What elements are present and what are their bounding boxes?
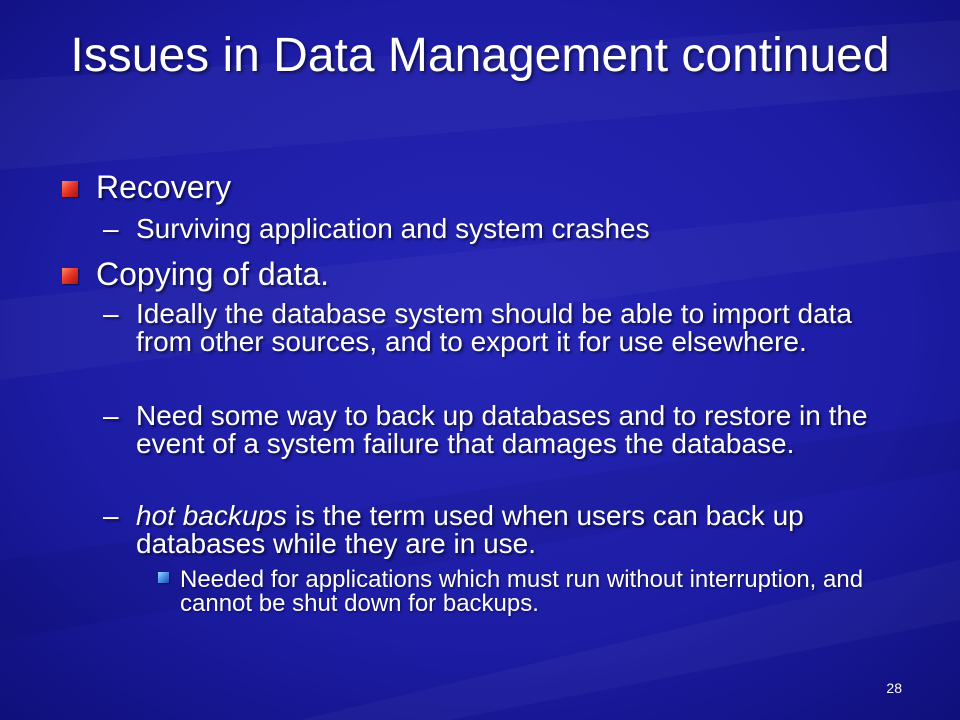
sub-bullet-import-export: Ideally the database system should be able to import data from other sources, and to export it for use elsewhere. [136,298,852,357]
dash-marker: – [103,213,119,244]
sub-bullet-backup-restore: Need some way to back up databases and to restore in the event of a system failure that damages the database. [136,400,868,459]
slide-title: Issues in Data Management continued [70,29,890,82]
bullet-copying-data: Copying of data. [96,256,330,292]
sub-bullet-surviving-crashes: Surviving application and system crashes [136,213,650,244]
bullet-recovery: Recovery [96,169,232,205]
bullet-square-icon [62,268,78,284]
sub-sub-bullet-no-interruption: Needed for applications which must run without interruption, and cannot be shut down for backups. [180,566,864,617]
dash-marker: – [103,400,119,431]
hot-backups-definition: is the term used when users can back up databases while they are in use. [136,500,804,559]
dash-marker: – [103,298,119,329]
hot-backups-term: hot backups [136,500,287,531]
bullet-square-small-icon [158,572,169,583]
sub-bullet-hot-backups [136,502,896,558]
page-number: 28 [886,680,902,696]
bullet-square-icon [62,181,78,197]
dash-marker: – [103,500,119,531]
